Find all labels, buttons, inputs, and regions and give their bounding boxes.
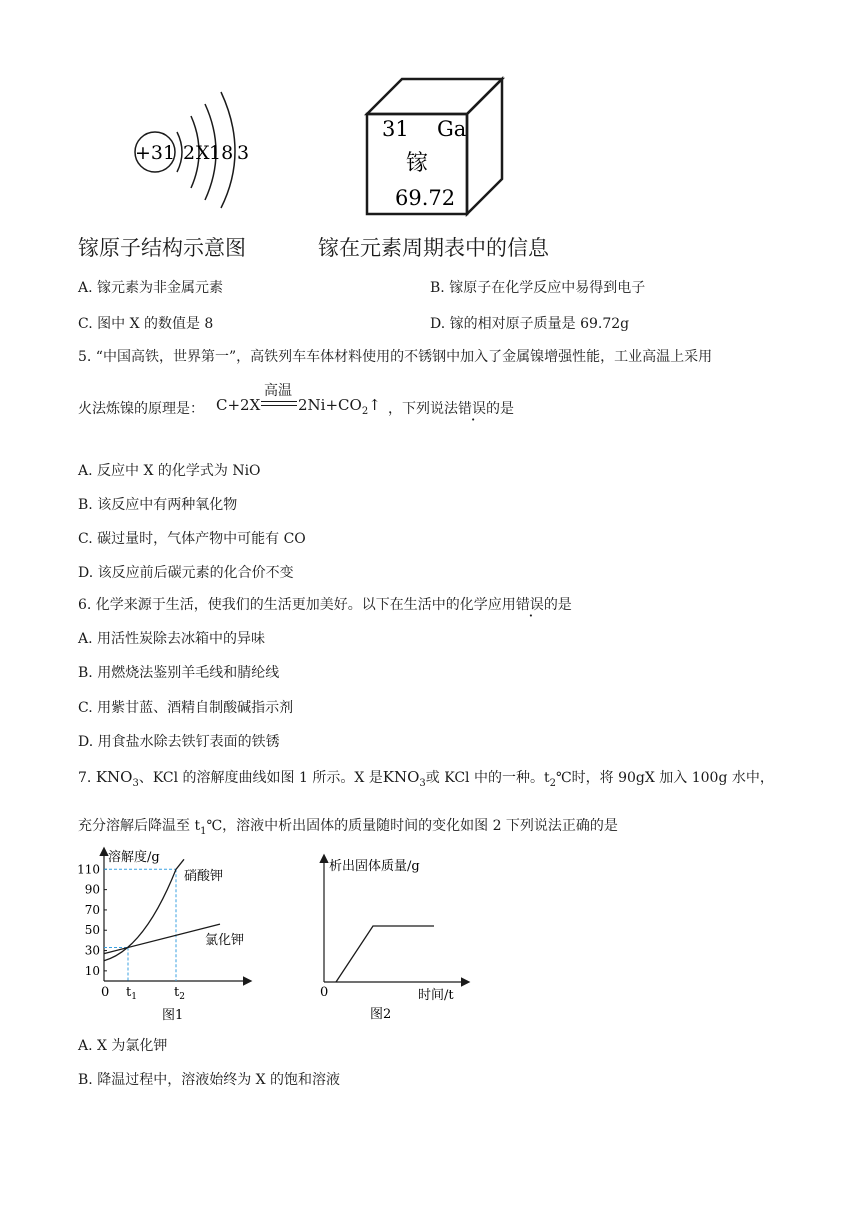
q5-option-c: C. 碳过量时，气体产物中可能有 CO: [78, 531, 306, 547]
nucleus-charge: +31: [134, 142, 176, 164]
fig1-tick-t2: $t_2$: [174, 985, 185, 1002]
q5-eq-equals-sign: [261, 401, 297, 406]
atom-structure-diagram: [125, 80, 265, 205]
q5-option-d: D. 该反应前后碳元素的化合价不变: [78, 565, 294, 581]
q7-stem-part2: 、KCl 的溶解度曲线如图 1 所示。X 是: [138, 770, 383, 786]
q6-emphasis: 错误: [515, 597, 544, 613]
q7-line2-part1: 充分溶解后降温至 t: [78, 818, 201, 834]
q4-option-c: C. 图中 X 的数值是 8: [78, 316, 214, 332]
series-line-kcl: [104, 924, 220, 953]
q5-option-a: A. 反应中 X 的化学式为 NiO: [78, 463, 261, 479]
q7-kno3: [95, 768, 139, 789]
fig1-y-label: 溶解度/g: [108, 850, 160, 865]
electron-shell-1: [177, 132, 182, 172]
fig1-y-tick-label: 90: [84, 882, 100, 897]
atomic-number: 31: [382, 117, 409, 141]
q5-line2-prefix: 火法炼镍的原理是：: [78, 401, 204, 417]
series-label-kcl: 氯化钾: [205, 933, 245, 948]
q5-equation-line: [78, 380, 778, 418]
q6-stem-post: 的是: [543, 597, 572, 613]
fig2-caption: 图2: [370, 1007, 392, 1022]
shell-electrons-3: 18: [209, 142, 234, 164]
q7-stem-part4: ℃时，将 90gX 加入 100g 水中，: [555, 770, 774, 786]
q6-stem-pre: 6. 化学来源于生活，使我们的生活更加美好。以下在生活中的化学应用: [78, 597, 516, 613]
q4-option-a: A. 镓元素为非金属元素: [78, 280, 224, 296]
periodic-cell-caption: 镓在元素周期表中的信息: [318, 236, 549, 260]
periodic-table-cell: [362, 74, 507, 219]
fig1-y-tick-label: 50: [84, 923, 100, 938]
q7-line2-part2: ℃，溶液中析出固体的质量随时间的变化如图 2 下列说法正确的是: [206, 818, 618, 834]
q5-eq-right: 2Ni+CO: [298, 396, 362, 414]
q5-option-b: B. 该反应中有两种氧化物: [78, 497, 238, 513]
element-name: 镓: [406, 151, 429, 176]
q5-suffix-post: 的是: [486, 401, 514, 417]
q6-option-b: B. 用燃烧法鉴别羊毛线和腈纶线: [78, 665, 280, 681]
kno3-formula-2: KNO: [382, 768, 420, 786]
q6-option-d: D. 用食盐水除去铁钉表面的铁锈: [78, 734, 280, 750]
series-label-kno3: 硝酸钾: [184, 869, 224, 884]
q5-eq-sub: 2: [361, 406, 369, 417]
solubility-curve-chart: [77, 845, 255, 1025]
fig2-x-label: 时间/t: [418, 988, 454, 1003]
fig2-y-label: 析出固体质量/g: [329, 859, 420, 874]
q5-stem: 5. “中国高铁，世界第一”，高铁列车车体材料使用的不锈钢中加入了金属镍增强性能，工业高温上采用: [78, 349, 713, 365]
t2-subscript: 2: [549, 777, 556, 789]
q5-eq-left: C+2X: [216, 396, 261, 414]
q5-gas-arrow: ↑: [368, 396, 381, 414]
q7-stem-line1: [78, 767, 774, 789]
q5-eq-condition: 高温: [264, 383, 292, 399]
q7-option-a: A. X 为氯化钾: [78, 1038, 168, 1054]
q6-option-a: A. 用活性炭除去冰箱中的异味: [78, 631, 266, 647]
fig1-caption: 图1: [162, 1008, 184, 1023]
fig1-y-tick-label: 70: [84, 902, 100, 917]
fig1-y-tick-label: 110: [77, 862, 100, 877]
precipitate-mass-chart: [318, 852, 478, 1022]
fig1-tick-t1: $t_1$: [126, 985, 137, 1002]
fig1-y-tick-label: 10: [84, 963, 100, 978]
q4-option-b: B. 镓原子在化学反应中易得到电子: [430, 280, 646, 296]
fig1-y-tick-label: 30: [84, 943, 100, 958]
kno3-subscript: 3: [132, 778, 139, 789]
q5-suffix-pre: ，下列说法: [388, 401, 458, 417]
q7-stem-line2: [78, 815, 618, 837]
q4-option-d: D. 镓的相对原子质量是 69.72g: [430, 316, 630, 332]
shell-electrons-1: 2: [183, 142, 196, 164]
q7-stem-part3: 或 KCl 中的一种。t: [425, 770, 550, 786]
q5-emphasis: 错误: [458, 401, 486, 417]
atomic-mass: 69.72: [395, 186, 456, 210]
shell-electrons-4: 3: [237, 142, 250, 164]
kno3-subscript-2: 3: [419, 778, 426, 789]
fig2-curve: [336, 926, 434, 982]
shell-electrons-2: X: [196, 142, 210, 164]
t1-subscript: 1: [200, 825, 207, 837]
fig1-origin-label: 0: [101, 985, 110, 1000]
fig2-origin-label: 0: [320, 985, 329, 1000]
q7-option-b: B. 降温过程中，溶液始终为 X 的饱和溶液: [78, 1072, 341, 1088]
q6-stem: [78, 594, 572, 614]
series-line-kno3: [104, 859, 184, 960]
element-symbol: Ga: [437, 117, 467, 141]
atom-diagram-caption: 镓原子结构示意图: [78, 236, 246, 260]
kno3-formula: KNO: [95, 768, 133, 786]
q6-option-c: C. 用紫甘蓝、酒精自制酸碱指示剂: [78, 700, 294, 716]
q7-number: 7.: [78, 770, 96, 786]
